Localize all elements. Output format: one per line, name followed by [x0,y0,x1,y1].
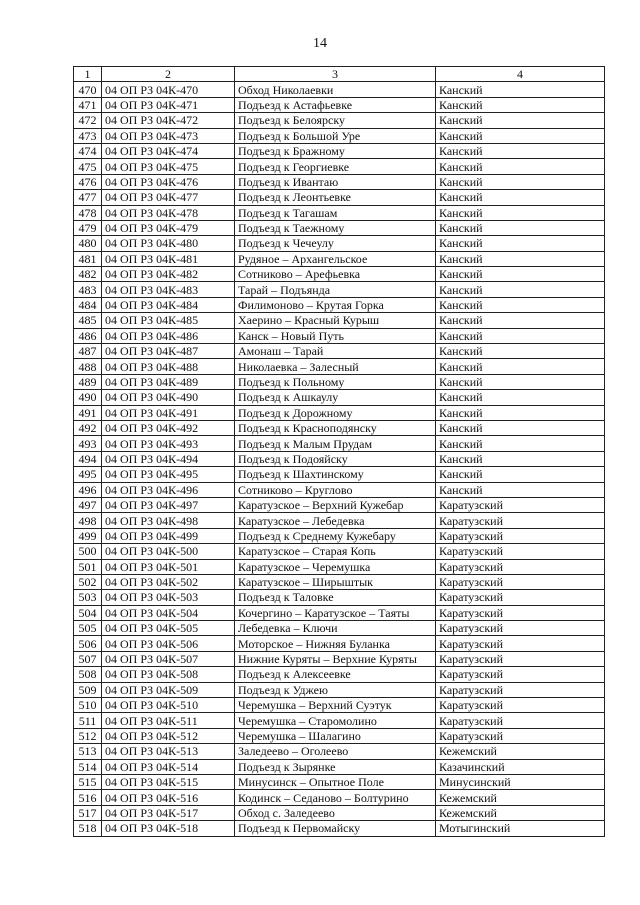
table-row [74,420,605,435]
district-cell: Каратузский [436,682,605,697]
row-number-cell: 483 [74,282,102,297]
road-name-cell: Сотниково – Арефьевка [235,267,436,282]
district-cell: Канский [436,97,605,112]
table-row [74,251,605,266]
district-cell: Каратузский [436,559,605,574]
row-number-cell: 513 [74,744,102,759]
table-row [74,544,605,559]
road-name-cell: Филимоново – Крутая Горка [235,297,436,312]
row-number-cell: 508 [74,667,102,682]
district-cell: Канский [436,467,605,482]
district-cell: Кежемский [436,805,605,820]
road-name-cell: Подъезд к Большой Уре [235,128,436,143]
road-code-cell: 04 ОП РЗ 04К-507 [102,651,235,666]
road-code-cell: 04 ОП РЗ 04К-474 [102,143,235,158]
road-name-cell: Моторское – Нижняя Буланка [235,636,436,651]
district-cell: Канский [436,313,605,328]
table-row [74,636,605,651]
district-cell: Канский [436,436,605,451]
road-code-cell: 04 ОП РЗ 04К-505 [102,621,235,636]
district-cell: Каратузский [436,574,605,589]
row-number-cell: 510 [74,698,102,713]
road-name-cell: Кочергино – Каратузское – Таяты [235,605,436,620]
district-cell: Канский [436,344,605,359]
row-number-cell: 507 [74,651,102,666]
district-cell: Канский [436,390,605,405]
road-code-cell: 04 ОП РЗ 04К-492 [102,420,235,435]
table-row [74,143,605,158]
table-row [74,667,605,682]
road-name-cell: Подъезд к Чечеулу [235,236,436,251]
district-cell: Канский [436,451,605,466]
road-name-cell: Николаевка – Залесный [235,359,436,374]
district-cell: Каратузский [436,636,605,651]
row-number-cell: 481 [74,251,102,266]
road-name-cell: Кодинск – Седаново – Болтурино [235,790,436,805]
district-cell: Каратузский [436,497,605,512]
row-number-cell: 492 [74,420,102,435]
table-row [74,590,605,605]
road-code-cell: 04 ОП РЗ 04К-483 [102,282,235,297]
table-row [74,359,605,374]
road-code-cell: 04 ОП РЗ 04К-477 [102,190,235,205]
road-name-cell: Подъезд к Среднему Кужебару [235,528,436,543]
road-name-cell: Рудяное – Архангельское [235,251,436,266]
row-number-cell: 511 [74,713,102,728]
road-name-cell: Подъезд к Ивантаю [235,174,436,189]
row-number-cell: 497 [74,497,102,512]
road-name-cell: Каратузское – Верхний Кужебар [235,497,436,512]
table-row [74,744,605,759]
row-number-cell: 512 [74,728,102,743]
district-cell: Канский [436,159,605,174]
road-code-cell: 04 ОП РЗ 04К-491 [102,405,235,420]
table-row [74,190,605,205]
row-number-cell: 505 [74,621,102,636]
road-name-cell: Черемушка – Верхний Суэтук [235,698,436,713]
district-cell: Каратузский [436,544,605,559]
road-code-cell: 04 ОП РЗ 04К-493 [102,436,235,451]
road-code-cell: 04 ОП РЗ 04К-484 [102,297,235,312]
road-code-cell: 04 ОП РЗ 04К-471 [102,97,235,112]
road-name-cell: Минусинск – Опытное Поле [235,774,436,789]
district-cell: Канский [436,328,605,343]
road-code-cell: 04 ОП РЗ 04К-501 [102,559,235,574]
road-code-cell: 04 ОП РЗ 04К-514 [102,759,235,774]
row-number-cell: 517 [74,805,102,820]
row-number-cell: 500 [74,544,102,559]
road-name-cell: Подъезд к Зырянке [235,759,436,774]
district-cell: Каратузский [436,651,605,666]
row-number-cell: 488 [74,359,102,374]
road-name-cell: Подъезд к Дорожному [235,405,436,420]
row-number-cell: 471 [74,97,102,112]
table-row [74,344,605,359]
road-code-cell: 04 ОП РЗ 04К-489 [102,374,235,389]
district-cell: Канский [436,267,605,282]
road-name-cell: Лебедевка – Ключи [235,621,436,636]
row-number-cell: 496 [74,482,102,497]
road-code-cell: 04 ОП РЗ 04К-475 [102,159,235,174]
road-code-cell: 04 ОП РЗ 04К-476 [102,174,235,189]
road-name-cell: Подъезд к Первомайску [235,821,436,836]
district-cell: Каратузский [436,528,605,543]
table-row [74,574,605,589]
district-cell: Минусинский [436,774,605,789]
row-number-cell: 484 [74,297,102,312]
row-number-cell: 493 [74,436,102,451]
district-cell: Канский [436,128,605,143]
column-header-name: 3 [235,67,436,82]
table-row [74,559,605,574]
table-row [74,467,605,482]
roads-table [73,66,605,837]
table-row [74,451,605,466]
row-number-cell: 479 [74,220,102,235]
road-code-cell: 04 ОП РЗ 04К-478 [102,205,235,220]
table-row [74,774,605,789]
district-cell: Канский [436,205,605,220]
column-header-code: 2 [102,67,235,82]
district-cell: Кежемский [436,744,605,759]
road-name-cell: Подъезд к Георгиевке [235,159,436,174]
table-row [74,436,605,451]
road-name-cell: Подъезд к Подояйску [235,451,436,466]
row-number-cell: 504 [74,605,102,620]
table-row [74,236,605,251]
row-number-cell: 499 [74,528,102,543]
road-code-cell: 04 ОП РЗ 04К-496 [102,482,235,497]
road-code-cell: 04 ОП РЗ 04К-481 [102,251,235,266]
road-name-cell: Подъезд к Таловке [235,590,436,605]
table-row [74,220,605,235]
table-row [74,497,605,512]
table-row [74,97,605,112]
road-name-cell: Каратузское – Лебедевка [235,513,436,528]
table-row [74,159,605,174]
road-code-cell: 04 ОП РЗ 04К-497 [102,497,235,512]
table-row [74,113,605,128]
road-name-cell: Подъезд к Ашкаулу [235,390,436,405]
district-cell: Каратузский [436,605,605,620]
road-code-cell: 04 ОП РЗ 04К-486 [102,328,235,343]
table-row [74,528,605,543]
road-name-cell: Каратузское – Старая Копь [235,544,436,559]
table-row [74,374,605,389]
road-code-cell: 04 ОП РЗ 04К-480 [102,236,235,251]
road-code-cell: 04 ОП РЗ 04К-498 [102,513,235,528]
road-code-cell: 04 ОП РЗ 04К-504 [102,605,235,620]
district-cell: Канский [436,174,605,189]
district-cell: Каратузский [436,713,605,728]
road-name-cell: Обход с. Заледеево [235,805,436,820]
row-number-cell: 509 [74,682,102,697]
table-row [74,128,605,143]
district-cell: Мотыгинский [436,821,605,836]
row-number-cell: 501 [74,559,102,574]
table-body [74,82,605,836]
road-name-cell: Черемушка – Старомолино [235,713,436,728]
district-cell: Каратузский [436,667,605,682]
row-number-cell: 472 [74,113,102,128]
road-code-cell: 04 ОП РЗ 04К-470 [102,82,235,97]
road-code-cell: 04 ОП РЗ 04К-508 [102,667,235,682]
road-code-cell: 04 ОП РЗ 04К-500 [102,544,235,559]
district-cell: Канский [436,359,605,374]
row-number-cell: 485 [74,313,102,328]
road-name-cell: Подъезд к Леонтьевке [235,190,436,205]
table-row [74,297,605,312]
table-row [74,513,605,528]
road-code-cell: 04 ОП РЗ 04К-517 [102,805,235,820]
road-name-cell: Подъезд к Алексеевке [235,667,436,682]
table-row [74,328,605,343]
road-code-cell: 04 ОП РЗ 04К-485 [102,313,235,328]
road-name-cell: Канск – Новый Путь [235,328,436,343]
row-number-cell: 518 [74,821,102,836]
row-number-cell: 474 [74,143,102,158]
row-number-cell: 506 [74,636,102,651]
road-code-cell: 04 ОП РЗ 04К-516 [102,790,235,805]
district-cell: Канский [436,143,605,158]
table-row [74,390,605,405]
road-code-cell: 04 ОП РЗ 04К-502 [102,574,235,589]
table-row [74,713,605,728]
road-code-cell: 04 ОП РЗ 04К-506 [102,636,235,651]
row-number-cell: 490 [74,390,102,405]
district-cell: Канский [436,220,605,235]
table-row [74,759,605,774]
road-name-cell: Подъезд к Тагашам [235,205,436,220]
row-number-cell: 470 [74,82,102,97]
row-number-cell: 473 [74,128,102,143]
road-name-cell: Подъезд к Уджею [235,682,436,697]
row-number-cell: 482 [74,267,102,282]
row-number-cell: 480 [74,236,102,251]
column-header-district: 4 [436,67,605,82]
road-name-cell: Подъезд к Малым Прудам [235,436,436,451]
road-name-cell: Сотниково – Круглово [235,482,436,497]
district-cell: Каратузский [436,590,605,605]
road-code-cell: 04 ОП РЗ 04К-503 [102,590,235,605]
road-code-cell: 04 ОП РЗ 04К-512 [102,728,235,743]
road-code-cell: 04 ОП РЗ 04К-499 [102,528,235,543]
row-number-cell: 486 [74,328,102,343]
row-number-cell: 476 [74,174,102,189]
table-row [74,205,605,220]
road-code-cell: 04 ОП РЗ 04К-495 [102,467,235,482]
table-row [74,174,605,189]
road-code-cell: 04 ОП РЗ 04К-515 [102,774,235,789]
district-cell: Канский [436,374,605,389]
row-number-cell: 498 [74,513,102,528]
road-code-cell: 04 ОП РЗ 04К-472 [102,113,235,128]
road-code-cell: 04 ОП РЗ 04К-494 [102,451,235,466]
table-row [74,405,605,420]
table-row [74,728,605,743]
district-cell: Канский [436,297,605,312]
table-row [74,621,605,636]
table-header-row [74,67,605,82]
road-name-cell: Подъезд к Белоярску [235,113,436,128]
row-number-cell: 516 [74,790,102,805]
table-row [74,682,605,697]
district-cell: Канский [436,251,605,266]
road-name-cell: Заледеево – Оголеево [235,744,436,759]
table-row [74,267,605,282]
district-cell: Канский [436,405,605,420]
row-number-cell: 477 [74,190,102,205]
row-number-cell: 503 [74,590,102,605]
road-name-cell: Каратузское – Черемушка [235,559,436,574]
road-name-cell: Подъезд к Польному [235,374,436,389]
road-name-cell: Нижние Куряты – Верхние Куряты [235,651,436,666]
table-row [74,313,605,328]
table-row [74,790,605,805]
road-code-cell: 04 ОП РЗ 04К-479 [102,220,235,235]
table-row [74,482,605,497]
road-code-cell: 04 ОП РЗ 04К-488 [102,359,235,374]
district-cell: Канский [436,420,605,435]
road-code-cell: 04 ОП РЗ 04К-510 [102,698,235,713]
district-cell: Канский [436,82,605,97]
district-cell: Канский [436,190,605,205]
road-name-cell: Подъезд к Астафьевке [235,97,436,112]
row-number-cell: 514 [74,759,102,774]
row-number-cell: 515 [74,774,102,789]
road-name-cell: Подъезд к Таежному [235,220,436,235]
row-number-cell: 478 [74,205,102,220]
page-number: 14 [313,36,327,51]
road-name-cell: Подъезд к Бражному [235,143,436,158]
road-code-cell: 04 ОП РЗ 04К-509 [102,682,235,697]
row-number-cell: 487 [74,344,102,359]
table-row [74,651,605,666]
table-row [74,605,605,620]
road-name-cell: Хаерино – Красный Курыш [235,313,436,328]
road-name-cell: Тарай – Подъянда [235,282,436,297]
road-code-cell: 04 ОП РЗ 04К-490 [102,390,235,405]
district-cell: Канский [436,482,605,497]
table-row [74,805,605,820]
district-cell: Каратузский [436,698,605,713]
road-code-cell: 04 ОП РЗ 04К-518 [102,821,235,836]
district-cell: Каратузский [436,621,605,636]
road-code-cell: 04 ОП РЗ 04К-487 [102,344,235,359]
road-name-cell: Черемушка – Шалагино [235,728,436,743]
road-code-cell: 04 ОП РЗ 04К-513 [102,744,235,759]
row-number-cell: 491 [74,405,102,420]
district-cell: Каратузский [436,513,605,528]
district-cell: Канский [436,282,605,297]
district-cell: Канский [436,113,605,128]
road-name-cell: Каратузское – Ширыштык [235,574,436,589]
road-code-cell: 04 ОП РЗ 04К-473 [102,128,235,143]
row-number-cell: 489 [74,374,102,389]
road-name-cell: Амонаш – Тарай [235,344,436,359]
district-cell: Каратузский [436,728,605,743]
table-row [74,282,605,297]
row-number-cell: 475 [74,159,102,174]
road-code-cell: 04 ОП РЗ 04К-482 [102,267,235,282]
table-row [74,82,605,97]
table-row [74,698,605,713]
row-number-cell: 494 [74,451,102,466]
table-row [74,821,605,836]
road-code-cell: 04 ОП РЗ 04К-511 [102,713,235,728]
road-name-cell: Обход Николаевки [235,82,436,97]
district-cell: Канский [436,236,605,251]
district-cell: Казачинский [436,759,605,774]
road-name-cell: Подъезд к Шахтинскому [235,467,436,482]
road-name-cell: Подъезд к Красноподянску [235,420,436,435]
row-number-cell: 502 [74,574,102,589]
row-number-cell: 495 [74,467,102,482]
column-header-number: 1 [74,67,102,82]
district-cell: Кежемский [436,790,605,805]
